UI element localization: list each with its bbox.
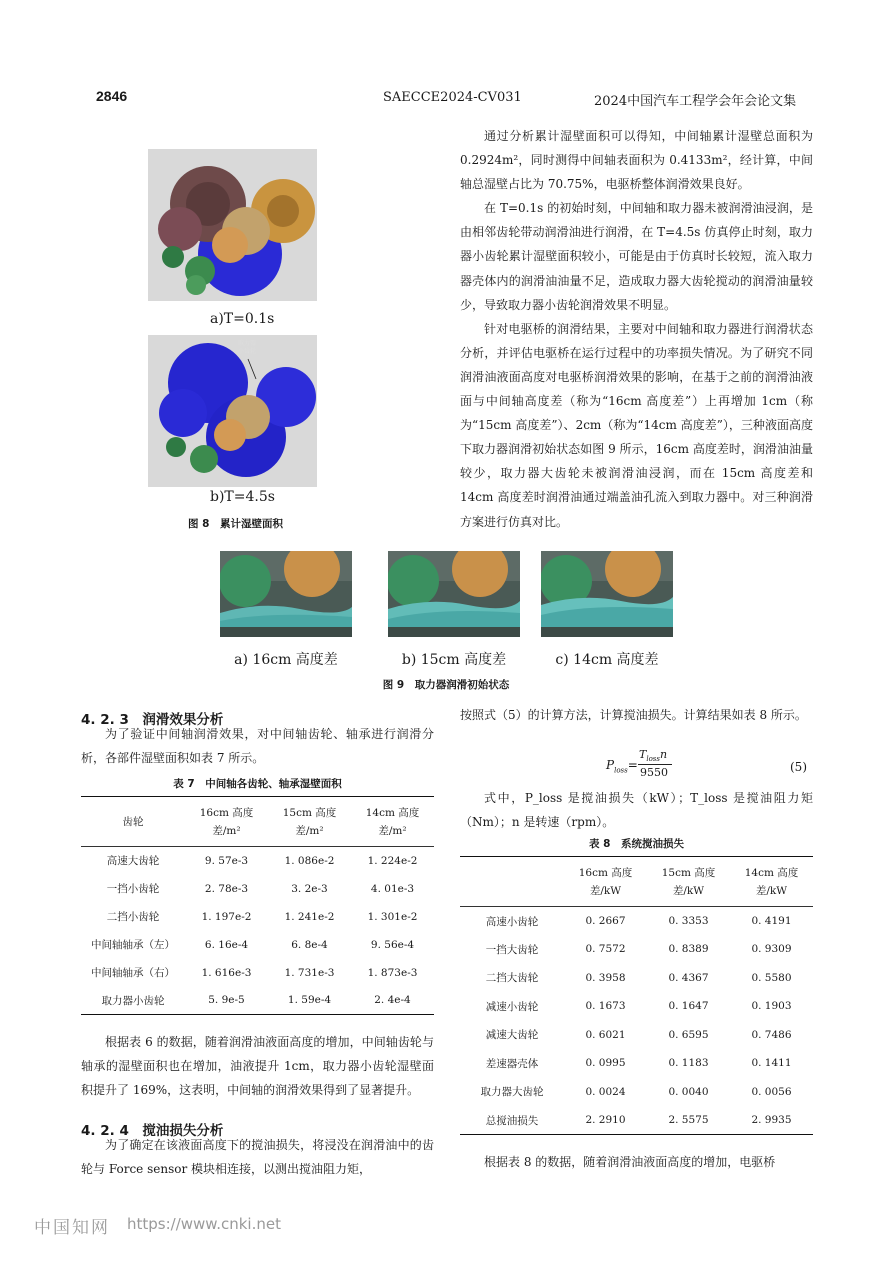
table7-header-cell: 15cm 高度 差/m² (282, 806, 337, 837)
right-top-text (460, 124, 813, 534)
table-row (81, 959, 434, 987)
section-4-2-3-text (81, 722, 434, 770)
fig8a-label: a)T=0.1s (210, 311, 275, 327)
paragraph: 根据表 8 的数据，随着润滑油液面高度的增加，电驱桥 (484, 1155, 776, 1169)
cnki-url[interactable]: https://www.cnki.net (127, 1215, 281, 1233)
fig9c-image (541, 551, 673, 637)
table-cell: 高速大齿轮 (106, 855, 160, 868)
table-cell: 一挡小齿轮 (106, 883, 160, 895)
table-cell: 0. 1647 (668, 1000, 709, 1013)
table-cell: 0. 7572 (585, 943, 626, 956)
eq-num-sub: loss (646, 755, 660, 764)
table-cell: 总搅油损失 (485, 1114, 539, 1127)
fig8a-image (148, 149, 317, 301)
fig9-caption: 图 9 取力器润滑初始状态 (382, 679, 510, 691)
paragraph: 通过分析累计湿壁面积可以得知，中间轴累计湿壁总面积为 0.2924m²，同时测得中间轴表面积为 0.4133m²，经计算，中间轴总湿壁占比为 70.75%，电驱桥整体润滑效果良好。 (460, 129, 813, 192)
fig9b-image (388, 551, 520, 637)
table-cell: 0. 7486 (751, 1028, 792, 1041)
table-cell: 9. 57e-3 (204, 854, 249, 867)
equation-5-label: (5) (790, 760, 807, 774)
table7-header-cell: 14cm 高度 差/m² (365, 806, 420, 837)
table-cell: 0. 1411 (751, 1057, 792, 1070)
table-cell: 0. 6021 (585, 1028, 626, 1041)
table-cell: 二挡大齿轮 (485, 972, 539, 985)
table8-header-cell: 15cm 高度 差/kW (661, 866, 716, 897)
paragraph: 根据表 6 的数据，随着润滑油液面高度的增加，中间轴齿轮与轴承的湿壁面积也在增加，油液提升 1cm，取力器小齿轮湿壁面积提升了 169%，这表明，中间轴的润滑效果得到了显著提升。 (81, 1035, 434, 1098)
table-cell: 1. 197e-2 (201, 910, 252, 923)
table-row (460, 1078, 813, 1107)
table-cell: 9. 56e-4 (370, 938, 415, 951)
table-cell: 减速小齿轮 (485, 1000, 539, 1013)
table-cell: 0. 6595 (668, 1028, 709, 1041)
table-cell: 0. 0040 (668, 1085, 709, 1098)
table8 (460, 856, 813, 1135)
table-cell: 2. 4e-4 (374, 994, 411, 1007)
table-row (81, 875, 434, 903)
eq-num: T (639, 748, 647, 761)
table8-header-cell: 16cm 高度 差/kW (578, 866, 633, 897)
table-cell: 差速器壳体 (485, 1057, 539, 1070)
table-cell: 1. 301e-2 (367, 910, 418, 923)
table7-header-cell: 齿轮 (122, 816, 144, 828)
table7 (81, 796, 434, 1015)
table-cell: 取力器小齿轮 (101, 994, 165, 1007)
table-cell: 0. 3958 (585, 971, 626, 984)
table-cell: 0. 4367 (668, 971, 709, 984)
left-bottom-text (81, 1030, 434, 1102)
right-bottom-text-3 (460, 1150, 813, 1174)
table-cell: 2. 9935 (751, 1114, 792, 1126)
table-cell: 2. 2910 (585, 1114, 626, 1126)
table-row (81, 987, 434, 1015)
table8-header-cell: 14cm 高度 差/kW (744, 866, 799, 897)
paragraph: 式中，P_loss 是搅油损失（kW）；T_loss 是搅油阻力矩（Nm）；n 是转速（rpm）。 (460, 791, 813, 830)
table-cell: 1. 224e-2 (367, 854, 418, 867)
fig8b-label: b)T=4.5s (210, 489, 275, 505)
table-cell: 1. 731e-3 (284, 966, 335, 979)
table-cell: 6. 16e-4 (204, 938, 249, 951)
table-row (460, 964, 813, 993)
eq-den: 9550 (640, 766, 668, 779)
table8-caption: 表 8 系统搅油损失 (589, 838, 684, 850)
table-cell: 二挡小齿轮 (106, 911, 160, 923)
table-cell: 0. 0024 (585, 1085, 626, 1098)
right-bottom-text-2 (460, 786, 813, 834)
table-cell: 0. 3353 (668, 915, 709, 927)
table-row (460, 992, 813, 1021)
table-row (81, 847, 434, 875)
fig8b-annotation: 取力器 小齿轮 (238, 340, 257, 355)
fig9a-label: a) 16cm 高度差 (234, 652, 338, 668)
table-cell: 减速大齿轮 (485, 1029, 539, 1042)
table-cell: 1. 616e-3 (201, 966, 252, 979)
table-cell: 0. 8389 (668, 943, 709, 956)
table-cell: 0. 2667 (585, 915, 626, 927)
cnki-logo: 中国知网 (34, 1218, 110, 1238)
paragraph: 按照式（5）的计算方法，计算搅油损失。计算结果如表 8 所示。 (460, 708, 807, 722)
right-bottom-text-1 (460, 703, 813, 727)
section-4-2-4-heading: 4. 2. 4 搅油损失分析 (81, 1123, 224, 1139)
table-row (81, 903, 434, 931)
table-row (460, 1106, 813, 1135)
table-cell: 0. 1183 (668, 1057, 709, 1070)
eq-lhs: P (606, 758, 615, 772)
section-4-2-3-heading: 4. 2. 3 润滑效果分析 (81, 712, 224, 728)
table-cell: 5. 9e-5 (208, 994, 245, 1007)
table-cell: 0. 4191 (751, 915, 792, 927)
table-cell: 0. 1903 (751, 1000, 792, 1013)
table-cell: 4. 01e-3 (370, 882, 415, 895)
table-cell: 0. 5580 (751, 971, 792, 984)
paper-id: SAECCE2024-CV031 (383, 90, 522, 105)
table-row (460, 935, 813, 964)
table-cell: 一挡大齿轮 (485, 943, 539, 956)
table-cell: 3. 2e-3 (291, 882, 328, 895)
table7-header-cell: 16cm 高度 差/m² (199, 806, 254, 837)
table-cell: 1. 086e-2 (284, 854, 335, 867)
equation-5: $P_{loss}=$ $T_{loss}n$ 9550 (606, 748, 686, 784)
paragraph: 为了验证中间轴润滑效果，对中间轴齿轮、轴承进行润滑分析，各部件湿壁面积如表 7 所示。 (81, 727, 434, 766)
fig8-caption: 图 8 累计湿壁面积 (188, 518, 283, 530)
table-cell: 0. 0056 (751, 1085, 792, 1098)
table-cell: 2. 5575 (668, 1114, 709, 1126)
table-cell: 中间轴轴承（左） (91, 939, 175, 951)
table-cell: 取力器大齿轮 (480, 1086, 544, 1099)
table-cell: 2. 78e-3 (204, 882, 249, 895)
table-row (460, 907, 813, 936)
table-cell: 1. 59e-4 (287, 994, 332, 1007)
fig9a-image (220, 551, 352, 637)
table-row (81, 931, 434, 959)
eq-lhs-sub: loss (614, 766, 628, 775)
table-row (460, 1021, 813, 1050)
table-cell: 中间轴轴承（右） (91, 967, 175, 979)
table8-header-cell (460, 857, 564, 907)
table-row (460, 1049, 813, 1078)
table-cell: 0. 1673 (585, 1000, 626, 1013)
page-number: 2846 (96, 88, 128, 104)
table-cell: 高速小齿轮 (485, 915, 539, 928)
fig9b-label: b) 15cm 高度差 (401, 652, 507, 668)
fig9c-label: c) 14cm 高度差 (555, 652, 659, 668)
paragraph: 在 T=0.1s 的初始时刻，中间轴和取力器未被润滑油浸润，是由相邻齿轮带动润滑油进行润滑，在 T=4.5s 仿真停止时刻，取力器小齿轮累计湿壁面积较小，可能是由于仿真时长较短，流入取力器壳体内的润滑油油量不足，造成取力器大齿轮搅动的润滑油量较少，导致取力器小齿轮润滑效果不明显。 (460, 201, 813, 312)
table-cell: 0. 0995 (585, 1057, 626, 1070)
eq-num-tail: n (659, 748, 668, 761)
paragraph: 针对电驱桥的润滑结果，主要对中间轴和取力器进行润滑状态分析，并评估电驱桥在运行过程中的功率损失情况。为了研究不同润滑油液面高度对电驱桥润滑效果的影响，在基于之前的润滑油液面与中间轴高度差（称为“16cm 高度差”）上再增加 1cm（称为“15cm 高度差”）、2cm（称为“14cm 高度差”），三种液面高度下取力器润滑初始状态如图 9 所示，16cm 高度差时，润滑油油量较少，取力器大齿轮未被润滑油浸润，而在 15cm 高度差和 14cm 高度差时润滑油通过端盖油孔流入到取力器中。对三种润滑方案进行仿真对比。 (460, 321, 813, 529)
proceedings-title: 2024中国汽车工程学会年会论文集 (594, 94, 797, 109)
table-cell: 1. 873e-3 (367, 966, 418, 979)
table7-caption: 表 7 中间轴各齿轮、轴承湿壁面积 (173, 778, 342, 790)
table-cell: 0. 9309 (751, 943, 792, 956)
fig8b-image (148, 335, 317, 487)
section-4-2-4-text (81, 1133, 434, 1181)
paragraph: 为了确定在该液面高度下的搅油损失，将浸没在润滑油中的齿轮与 Force sensor 模块相连接，以测出搅油阻力矩， (81, 1138, 434, 1177)
table-cell: 6. 8e-4 (291, 938, 328, 951)
table-cell: 1. 241e-2 (284, 910, 335, 923)
